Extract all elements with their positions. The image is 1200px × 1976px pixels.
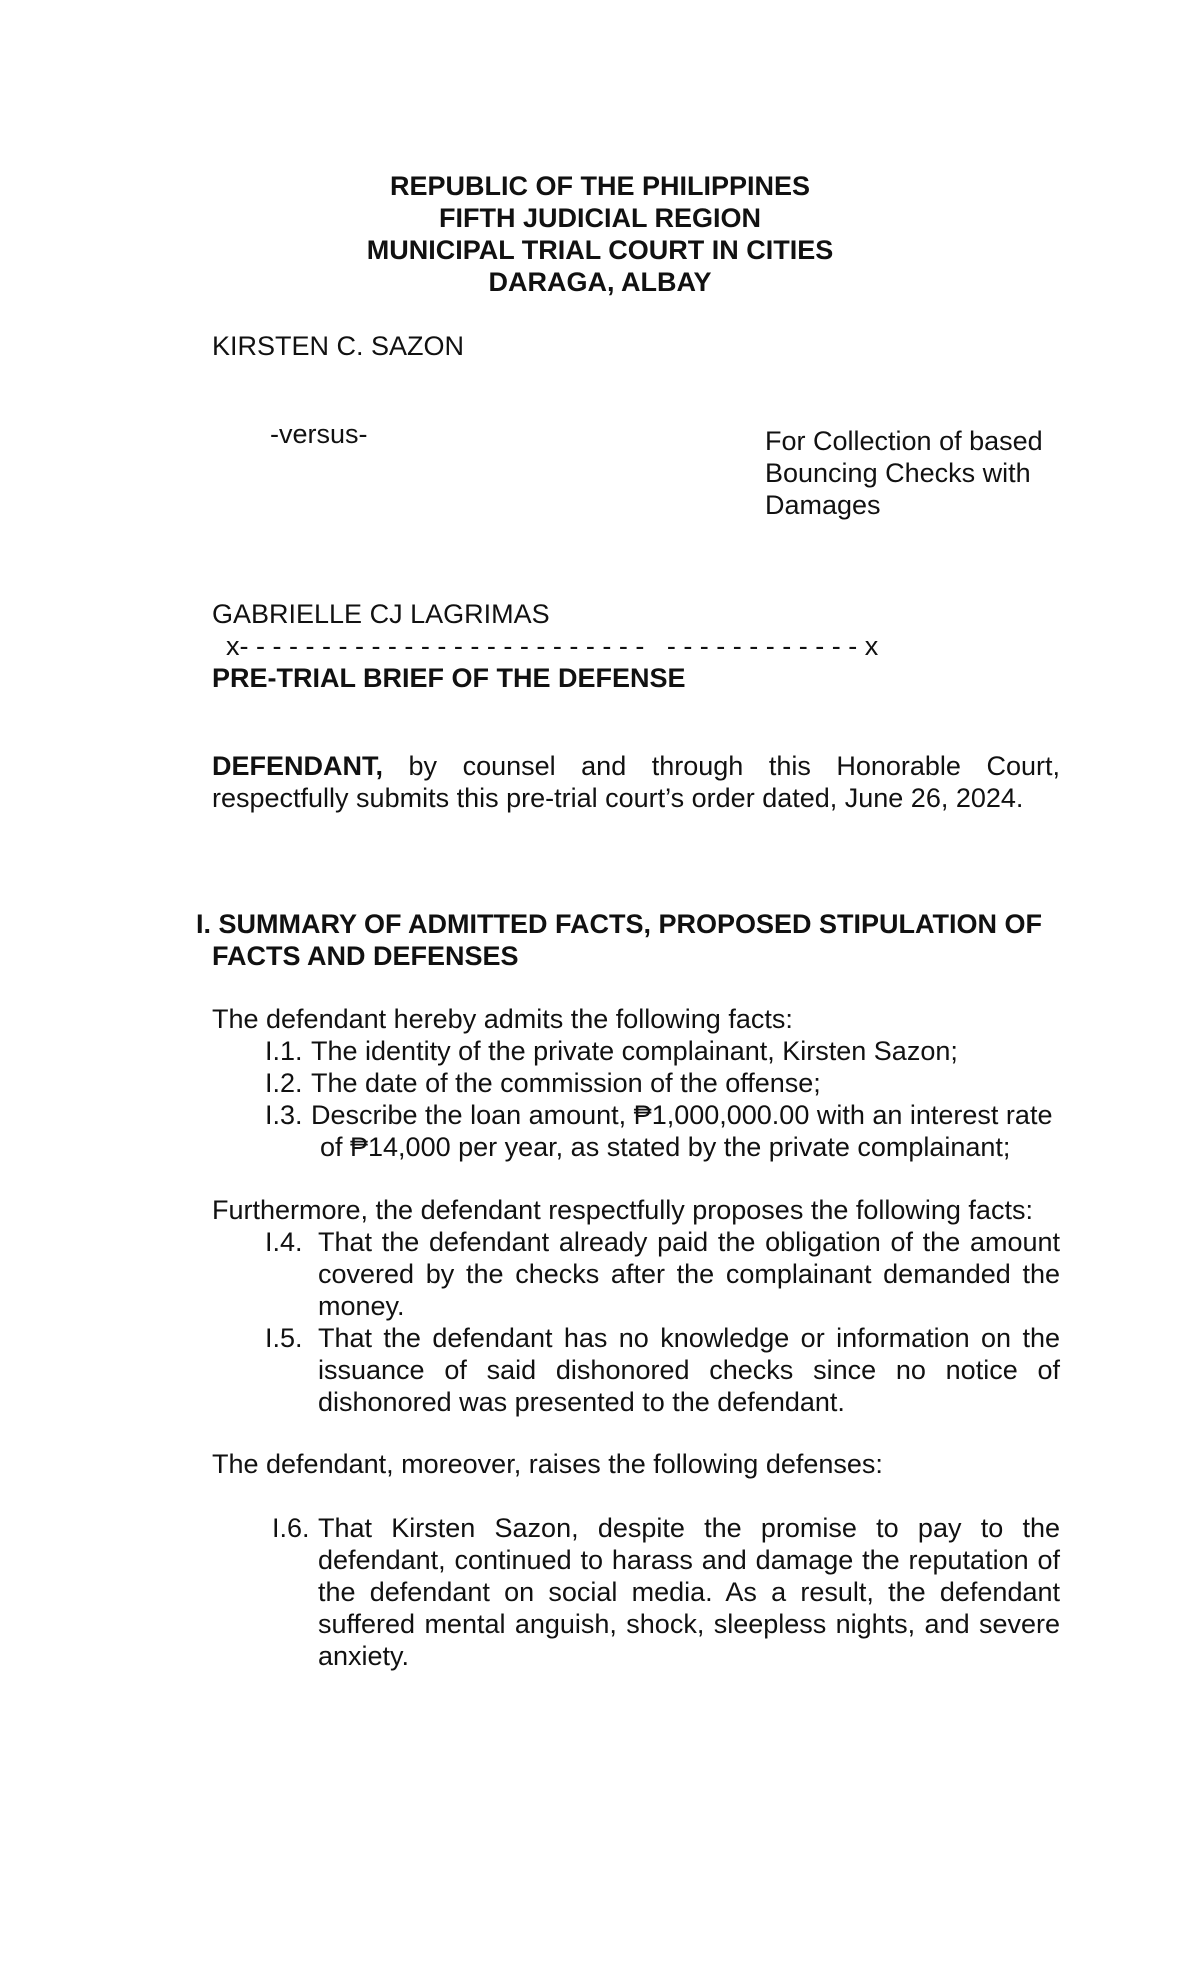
list-item-number: I.2. [265, 1068, 303, 1098]
intro-lead: DEFENDANT, [212, 751, 384, 781]
list-item-number: I.3. [265, 1100, 303, 1130]
list-item-text: The identity of the private complainant, Kirsten Sazon; [311, 1036, 958, 1066]
list-item-number: I.1. [265, 1036, 303, 1066]
section-heading-cont: FACTS AND DEFENSES [212, 941, 519, 971]
list-item-text [311, 1099, 1061, 1163]
versus-label: -versus- [270, 419, 368, 449]
list-item-text: That the defendant already paid the obligation of the amount covered by the checks after the complainant demanded the money. [318, 1227, 1060, 1321]
proposes-lead: Furthermore, the defendant respectfully proposes the following facts: [212, 1195, 1033, 1225]
list-item-number: I.5. [265, 1323, 303, 1353]
admits-lead: The defendant hereby admits the following facts: [212, 1004, 793, 1034]
intro-paragraph [212, 750, 1060, 814]
intro-text: by counsel and through this Honorable Court, respectfully submits this pre-trial court’s order dated, June 26, 2024. [212, 751, 1060, 813]
case-nature [765, 425, 1043, 521]
case-nature-line: For Collection of based [765, 426, 1043, 456]
plaintiff-name: KIRSTEN C. SAZON [212, 331, 465, 361]
case-nature-line: Bouncing Checks with [765, 458, 1031, 488]
section-heading: I. SUMMARY OF ADMITTED FACTS, PROPOSED STIPULATION OF [196, 909, 1043, 939]
caption-separator: x- - - - - - - - - - - - - - - - - - - - - - - - - - - - - - - - - - - - - x [226, 631, 879, 661]
court-header-region: FIFTH JUDICIAL REGION [438, 203, 761, 233]
list-item-text-line: of ₱14,000 per year, as stated by the private complainant; [320, 1132, 1011, 1162]
defendant-name: GABRIELLE CJ LAGRIMAS [212, 599, 550, 629]
document-title: PRE-TRIAL BRIEF OF THE DEFENSE [212, 663, 686, 693]
list-item-number: I.4. [265, 1227, 303, 1257]
list-item-number: I.6. [272, 1513, 310, 1543]
court-header-court: MUNICIPAL TRIAL COURT IN CITIES [366, 235, 834, 265]
list-item-text-line: Describe the loan amount, ₱1,000,000.00 with an interest rate [311, 1100, 1053, 1130]
list-item-text: That Kirsten Sazon, despite the promise to pay to the defendant, continued to harass and damage the reputation of the defendant on social media. As a result, the defendant suffered mental anguish, shock, sleepless nights, and severe anxiety. [318, 1513, 1060, 1671]
list-item-text: The date of the commission of the offense; [311, 1068, 821, 1098]
case-nature-line: Damages [765, 490, 881, 520]
list-item-text: That the defendant has no knowledge or information on the issuance of said dishonored checks since no notice of dishonored was presented to the defendant. [318, 1323, 1060, 1417]
court-header-location: DARAGA, ALBAY [488, 267, 712, 297]
defenses-lead: The defendant, moreover, raises the following defenses: [212, 1449, 883, 1479]
court-header-republic: REPUBLIC OF THE PHILIPPINES [389, 171, 811, 201]
